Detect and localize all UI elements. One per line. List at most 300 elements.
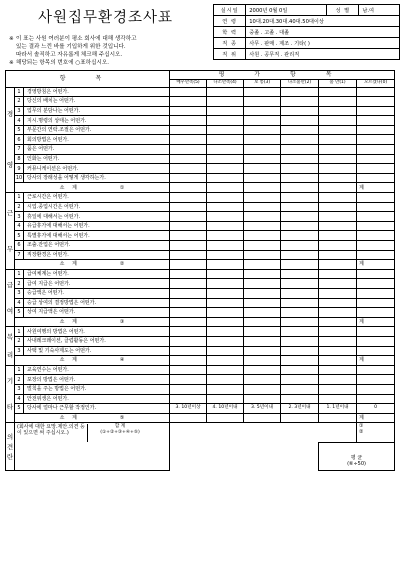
rating-cell[interactable] xyxy=(281,173,319,183)
rating-cell[interactable] xyxy=(357,375,395,385)
question-row xyxy=(6,279,395,289)
score-blank xyxy=(244,443,281,471)
question-number: 6 xyxy=(15,241,24,251)
respondent-info-table xyxy=(213,4,400,60)
rating-cell[interactable] xyxy=(319,97,357,107)
rating-cell[interactable] xyxy=(170,231,207,241)
question-text: 상여 지급액은 어떤가. xyxy=(24,308,170,318)
rating-cell[interactable] xyxy=(281,241,319,251)
rating-cell[interactable] xyxy=(207,298,244,308)
rating-cell[interactable] xyxy=(357,173,395,183)
rating-cell[interactable] xyxy=(319,384,357,394)
rating-cell[interactable] xyxy=(170,346,207,356)
rating-cell[interactable] xyxy=(319,202,357,212)
subtotal-cell[interactable] xyxy=(281,183,319,193)
question-row xyxy=(6,221,395,231)
rating-cell[interactable] xyxy=(357,279,395,289)
rating-cell[interactable] xyxy=(207,269,244,279)
question-row xyxy=(6,145,395,155)
subtotal-cell[interactable] xyxy=(170,317,207,327)
rating-cell[interactable] xyxy=(357,193,395,203)
question-number: 7 xyxy=(15,145,24,155)
score-blank xyxy=(281,443,319,471)
rating-cell[interactable] xyxy=(170,327,207,337)
rating-cell[interactable] xyxy=(170,106,207,116)
opinion-blank xyxy=(281,423,319,443)
subtotal-marker: ④ xyxy=(119,357,125,364)
rating-cell[interactable] xyxy=(357,97,395,107)
rating-cell[interactable] xyxy=(244,135,281,145)
subtotal-cell[interactable] xyxy=(244,356,281,366)
question-row xyxy=(6,125,395,135)
subtotal-cell[interactable] xyxy=(319,317,357,327)
rating-cell[interactable] xyxy=(319,154,357,164)
rating-cell[interactable] xyxy=(244,106,281,116)
question-number: 5 xyxy=(15,308,24,318)
rating-cell[interactable] xyxy=(357,327,395,337)
subtotal-cell[interactable] xyxy=(207,183,244,193)
rating-cell[interactable] xyxy=(170,202,207,212)
rating-cell[interactable] xyxy=(281,164,319,174)
rating-cell[interactable] xyxy=(207,106,244,116)
rating-cell[interactable] xyxy=(244,154,281,164)
question-number: 4 xyxy=(15,221,24,231)
rating-cell[interactable] xyxy=(357,145,395,155)
rating-cell[interactable] xyxy=(281,125,319,135)
rating-cell[interactable] xyxy=(207,336,244,346)
question-text: 사원여행의 방법은 어떤가. xyxy=(24,327,170,337)
rating-cell[interactable] xyxy=(319,250,357,260)
question-row xyxy=(6,298,395,308)
rating-cell[interactable] xyxy=(170,394,207,404)
question-text: 조출.잔업은 어떤가. xyxy=(24,241,170,251)
rating-cell[interactable] xyxy=(207,193,244,203)
rating-cell[interactable] xyxy=(207,288,244,298)
rating-cell[interactable] xyxy=(244,221,281,231)
rating-cell[interactable] xyxy=(170,279,207,289)
rating-cell[interactable] xyxy=(170,125,207,135)
rating-cell[interactable] xyxy=(207,173,244,183)
rating-cell[interactable] xyxy=(357,394,395,404)
rating-cell[interactable] xyxy=(207,97,244,107)
rating-cell[interactable] xyxy=(281,202,319,212)
rating-cell[interactable] xyxy=(281,116,319,126)
subtotal-cell[interactable] xyxy=(207,413,244,423)
date-field[interactable]: 2000년 0월 0일 xyxy=(246,5,327,16)
rating-cell[interactable] xyxy=(281,154,319,164)
subtotal-marker: ① xyxy=(119,184,125,191)
rating-cell[interactable] xyxy=(207,135,244,145)
rating-cell[interactable] xyxy=(319,308,357,318)
subtotal-label: 소 계 ⑤ xyxy=(15,413,170,423)
rating-cell[interactable] xyxy=(357,384,395,394)
question-text: 안전위생은 어떤가. xyxy=(24,394,170,404)
rating-cell[interactable] xyxy=(281,145,319,155)
rating-cell[interactable] xyxy=(207,164,244,174)
rating-cell[interactable] xyxy=(281,193,319,203)
gender-field[interactable]: 남.여 xyxy=(359,5,400,16)
rating-cell[interactable] xyxy=(319,279,357,289)
score-blank xyxy=(207,443,244,471)
rating-cell[interactable] xyxy=(244,365,281,375)
rating-cell[interactable] xyxy=(170,250,207,260)
subtotal-label: 소 계 ③ xyxy=(15,317,170,327)
rating-cell[interactable] xyxy=(281,384,319,394)
opinion-field[interactable] xyxy=(15,423,170,471)
rating-cell[interactable]: 3. 10년이상 xyxy=(170,404,207,414)
average-label: 평 균 xyxy=(350,455,363,462)
rating-cell[interactable] xyxy=(244,394,281,404)
rating-cell[interactable] xyxy=(357,365,395,375)
question-number: 3 xyxy=(15,212,24,222)
rating-cell[interactable] xyxy=(281,327,319,337)
rating-cell[interactable] xyxy=(319,135,357,145)
rating-cell[interactable] xyxy=(207,279,244,289)
item-header: 항 목 xyxy=(6,71,170,88)
rating-cell[interactable] xyxy=(244,346,281,356)
question-number: 2 xyxy=(15,202,24,212)
position-field[interactable]: 사원 . 공무직 . 관리직 xyxy=(246,49,400,60)
rating-cell[interactable] xyxy=(207,154,244,164)
age-field[interactable]: 10대.20대.30대.40대.50대이상 xyxy=(246,16,400,27)
rating-cell[interactable] xyxy=(319,231,357,241)
rating-cell[interactable] xyxy=(207,241,244,251)
info-label: 연 령 xyxy=(214,16,246,27)
opinion-blank xyxy=(319,423,357,443)
question-number: 2 xyxy=(15,97,24,107)
rating-cell[interactable] xyxy=(244,231,281,241)
question-number: 5 xyxy=(15,231,24,241)
rating-cell[interactable] xyxy=(281,106,319,116)
subtotal-cell[interactable] xyxy=(281,317,319,327)
subtotal-cell[interactable] xyxy=(244,260,281,270)
rating-cell[interactable] xyxy=(244,202,281,212)
rating-cell[interactable] xyxy=(281,221,319,231)
question-number: 6 xyxy=(15,135,24,145)
education-field[interactable]: 중졸 . 고졸 . 대졸 xyxy=(246,27,400,38)
rating-cell[interactable] xyxy=(281,269,319,279)
subtotal-cell[interactable] xyxy=(281,260,319,270)
rating-cell[interactable] xyxy=(207,375,244,385)
rating-cell[interactable] xyxy=(319,375,357,385)
rating-cell[interactable] xyxy=(170,375,207,385)
rating-cell[interactable] xyxy=(281,87,319,97)
rating-cell[interactable] xyxy=(281,375,319,385)
rating-cell[interactable] xyxy=(357,154,395,164)
rating-cell[interactable] xyxy=(207,125,244,135)
rating-cell[interactable] xyxy=(170,241,207,251)
rating-cell[interactable] xyxy=(357,125,395,135)
rating-cell[interactable] xyxy=(170,221,207,231)
rating-cell[interactable] xyxy=(357,231,395,241)
rating-cell[interactable]: 4. 10년이내 xyxy=(207,404,244,414)
rating-cell[interactable] xyxy=(207,308,244,318)
rating-cell[interactable] xyxy=(207,327,244,337)
rating-cell[interactable] xyxy=(207,212,244,222)
rating-cell[interactable] xyxy=(244,145,281,155)
question-number: 1 xyxy=(15,269,24,279)
rating-cell[interactable] xyxy=(281,346,319,356)
section-label xyxy=(6,269,15,327)
instruction-line: ※ 해당되는 항목의 번호에 ○표하십시오. xyxy=(9,60,110,66)
rating-cell[interactable] xyxy=(207,346,244,356)
subtotal-cell[interactable] xyxy=(244,183,281,193)
rating-cell[interactable]: 3. 5년이내 xyxy=(244,404,281,414)
question-text: 업무의 분담나는 어떤가. xyxy=(24,106,170,116)
rating-cell[interactable] xyxy=(244,298,281,308)
subtotal-cell[interactable] xyxy=(170,183,207,193)
rating-cell[interactable] xyxy=(170,116,207,126)
question-number: 1 xyxy=(15,327,24,337)
rating-cell[interactable] xyxy=(357,116,395,126)
rating-cell[interactable] xyxy=(319,106,357,116)
rating-cell[interactable] xyxy=(170,87,207,97)
rating-cell[interactable] xyxy=(170,135,207,145)
section-label-char: 복 xyxy=(6,333,14,342)
rating-cell[interactable] xyxy=(207,116,244,126)
rating-cell[interactable] xyxy=(319,327,357,337)
subtotal-cell[interactable] xyxy=(207,260,244,270)
rating-cell[interactable] xyxy=(244,173,281,183)
question-row xyxy=(6,193,395,203)
eval-column-header: 모르겠다(0) xyxy=(357,79,395,87)
subtotal-cell[interactable] xyxy=(281,356,319,366)
rating-cell[interactable] xyxy=(207,221,244,231)
subtotal-cell[interactable] xyxy=(207,317,244,327)
rating-cell[interactable] xyxy=(319,125,357,135)
rating-cell[interactable] xyxy=(319,298,357,308)
rating-cell[interactable] xyxy=(170,288,207,298)
rating-cell[interactable] xyxy=(281,279,319,289)
info-label: 직 위 xyxy=(214,49,246,60)
rating-cell[interactable] xyxy=(244,97,281,107)
rating-cell[interactable] xyxy=(170,308,207,318)
subtotal-cell[interactable] xyxy=(170,260,207,270)
evaluation-table xyxy=(5,70,395,471)
subtotal-row xyxy=(6,260,395,270)
subtotal-total[interactable]: 계 xyxy=(357,183,395,193)
question-number: 4 xyxy=(15,298,24,308)
question-text: 벌칙을 주는 방법은 어떤가. xyxy=(24,384,170,394)
section-label-char: 견 xyxy=(6,442,14,451)
rating-cell[interactable] xyxy=(244,116,281,126)
question-row xyxy=(6,87,395,97)
subtotal-cell[interactable] xyxy=(170,356,207,366)
question-text: 회의방법은 어떤가. xyxy=(24,135,170,145)
question-row xyxy=(6,404,395,414)
subtotal-cell[interactable] xyxy=(319,260,357,270)
rating-cell[interactable] xyxy=(170,269,207,279)
rating-cell[interactable] xyxy=(207,384,244,394)
rating-cell[interactable] xyxy=(319,145,357,155)
opinion-prompt: (회사에 대한 요망.제안.의견 등이 있으면 써 주십시오.) xyxy=(17,424,85,437)
rating-cell[interactable] xyxy=(244,125,281,135)
rating-cell[interactable] xyxy=(207,365,244,375)
subtotal-marker: ③ xyxy=(119,319,125,326)
rating-cell[interactable] xyxy=(357,250,395,260)
rating-cell[interactable] xyxy=(170,212,207,222)
opinion-blank xyxy=(207,423,244,443)
rating-cell[interactable] xyxy=(357,336,395,346)
score-blank xyxy=(170,443,207,471)
rating-cell[interactable] xyxy=(281,336,319,346)
question-row xyxy=(6,135,395,145)
rating-cell[interactable] xyxy=(207,250,244,260)
question-number: 2 xyxy=(15,279,24,289)
rating-cell[interactable] xyxy=(357,87,395,97)
rating-cell[interactable] xyxy=(319,221,357,231)
rating-cell[interactable] xyxy=(357,212,395,222)
rating-cell[interactable] xyxy=(357,241,395,251)
average-score[interactable] xyxy=(319,443,395,471)
subtotal-cell[interactable] xyxy=(170,413,207,423)
rating-cell[interactable] xyxy=(244,164,281,174)
rating-cell[interactable] xyxy=(319,116,357,126)
instruction-line: ※ 이 표는 사원 여러분이 평소 회사에 대해 생각하고 xyxy=(9,36,137,42)
rating-cell[interactable]: 2. 3년이내 xyxy=(281,404,319,414)
subtotal-cell[interactable] xyxy=(207,356,244,366)
rating-cell[interactable] xyxy=(319,87,357,97)
subtotal-row xyxy=(6,413,395,423)
question-number: 8 xyxy=(15,154,24,164)
info-label: 학 력 xyxy=(214,27,246,38)
rating-cell[interactable] xyxy=(207,231,244,241)
instruction-line: 따라서 솔직하고 자유롭게 체크해 주십시오. xyxy=(16,52,123,58)
question-number: 2 xyxy=(15,375,24,385)
rating-cell[interactable] xyxy=(281,308,319,318)
rating-cell[interactable] xyxy=(207,202,244,212)
rating-cell[interactable] xyxy=(281,97,319,107)
subtotal-cell[interactable] xyxy=(319,356,357,366)
question-number: 1 xyxy=(15,193,24,203)
rating-cell[interactable] xyxy=(207,145,244,155)
subtotal-total[interactable]: 계 xyxy=(357,356,395,366)
rating-cell[interactable] xyxy=(170,97,207,107)
section-label-char: 란 xyxy=(6,452,14,461)
rating-cell[interactable] xyxy=(281,135,319,145)
question-row xyxy=(6,173,395,183)
rating-cell[interactable] xyxy=(244,241,281,251)
rating-cell[interactable] xyxy=(319,164,357,174)
subtotal-cell[interactable] xyxy=(319,183,357,193)
subtotal-marker: ⑤ xyxy=(119,414,125,421)
subtotal-row xyxy=(6,356,395,366)
question-number: 5 xyxy=(15,125,24,135)
question-text: 직장환경은 어떤가. xyxy=(24,250,170,260)
question-text: 부문간의 연락.조절은 어떤가. xyxy=(24,125,170,135)
rating-cell[interactable] xyxy=(244,384,281,394)
rating-cell[interactable] xyxy=(357,106,395,116)
rating-cell[interactable] xyxy=(357,164,395,174)
rating-cell[interactable] xyxy=(281,212,319,222)
rating-cell[interactable] xyxy=(357,308,395,318)
subtotal-row xyxy=(6,317,395,327)
subtotal-cell[interactable] xyxy=(319,413,357,423)
rating-cell[interactable] xyxy=(357,269,395,279)
rating-cell[interactable] xyxy=(357,221,395,231)
section-label xyxy=(6,365,15,423)
rating-cell[interactable] xyxy=(170,145,207,155)
rating-cell[interactable] xyxy=(319,365,357,375)
rating-cell[interactable] xyxy=(319,173,357,183)
rating-cell[interactable] xyxy=(357,288,395,298)
sum-marker: ① xyxy=(359,423,364,430)
subtotal-cell[interactable] xyxy=(281,413,319,423)
rating-cell[interactable] xyxy=(319,394,357,404)
rating-cell[interactable] xyxy=(170,336,207,346)
rating-cell[interactable] xyxy=(319,212,357,222)
rating-cell[interactable] xyxy=(281,231,319,241)
rating-cell[interactable] xyxy=(170,365,207,375)
rating-cell[interactable] xyxy=(244,375,281,385)
rating-cell[interactable] xyxy=(357,135,395,145)
rating-cell[interactable] xyxy=(319,193,357,203)
rating-cell[interactable] xyxy=(244,279,281,289)
rating-cell[interactable] xyxy=(170,154,207,164)
rating-cell[interactable] xyxy=(357,202,395,212)
question-number: 5 xyxy=(15,404,24,414)
subtotal-total[interactable]: 계 xyxy=(357,317,395,327)
rating-cell[interactable] xyxy=(281,365,319,375)
rating-cell[interactable] xyxy=(170,173,207,183)
rating-cell[interactable] xyxy=(244,87,281,97)
question-row xyxy=(6,327,395,337)
rating-cell[interactable] xyxy=(170,164,207,174)
rating-cell[interactable] xyxy=(244,250,281,260)
rating-cell[interactable] xyxy=(281,298,319,308)
subtotal-cell[interactable] xyxy=(244,413,281,423)
question-row xyxy=(6,106,395,116)
rating-cell[interactable] xyxy=(244,193,281,203)
sum-markers xyxy=(357,423,395,443)
sum-marker: ② xyxy=(359,429,364,436)
rating-cell[interactable] xyxy=(357,346,395,356)
question-number: 4 xyxy=(15,116,24,126)
rating-cell[interactable] xyxy=(319,346,357,356)
subtotal-cell[interactable] xyxy=(244,317,281,327)
rating-cell[interactable] xyxy=(244,288,281,298)
rating-cell[interactable] xyxy=(170,384,207,394)
rating-cell[interactable] xyxy=(244,212,281,222)
rating-cell[interactable] xyxy=(170,298,207,308)
subtotal-total[interactable]: 계 xyxy=(357,260,395,270)
rating-cell[interactable] xyxy=(244,336,281,346)
rating-cell[interactable] xyxy=(319,269,357,279)
rating-cell[interactable] xyxy=(244,269,281,279)
rating-cell[interactable] xyxy=(319,336,357,346)
question-text: 급여 지급은 어떤가. xyxy=(24,279,170,289)
section-label xyxy=(6,327,15,365)
rating-cell[interactable] xyxy=(170,193,207,203)
subtotal-total[interactable]: 계 xyxy=(357,413,395,423)
rating-cell[interactable] xyxy=(244,327,281,337)
rating-cell[interactable] xyxy=(244,308,281,318)
rating-cell[interactable] xyxy=(207,394,244,404)
rating-cell[interactable] xyxy=(281,394,319,404)
question-row xyxy=(6,97,395,107)
question-text: 포장의 방법은 어떤가. xyxy=(24,375,170,385)
rating-cell[interactable] xyxy=(357,298,395,308)
rating-cell[interactable] xyxy=(319,288,357,298)
occupation-field[interactable]: 사무 . 판매 . 제조 . 기타( ) xyxy=(246,38,400,49)
rating-cell[interactable]: 0 xyxy=(357,404,395,414)
rating-cell[interactable] xyxy=(281,250,319,260)
rating-cell[interactable] xyxy=(207,87,244,97)
opinion-blank xyxy=(244,423,281,443)
rating-cell[interactable] xyxy=(319,241,357,251)
rating-cell[interactable] xyxy=(281,288,319,298)
rating-cell[interactable]: 1. 1년이내 xyxy=(319,404,357,414)
